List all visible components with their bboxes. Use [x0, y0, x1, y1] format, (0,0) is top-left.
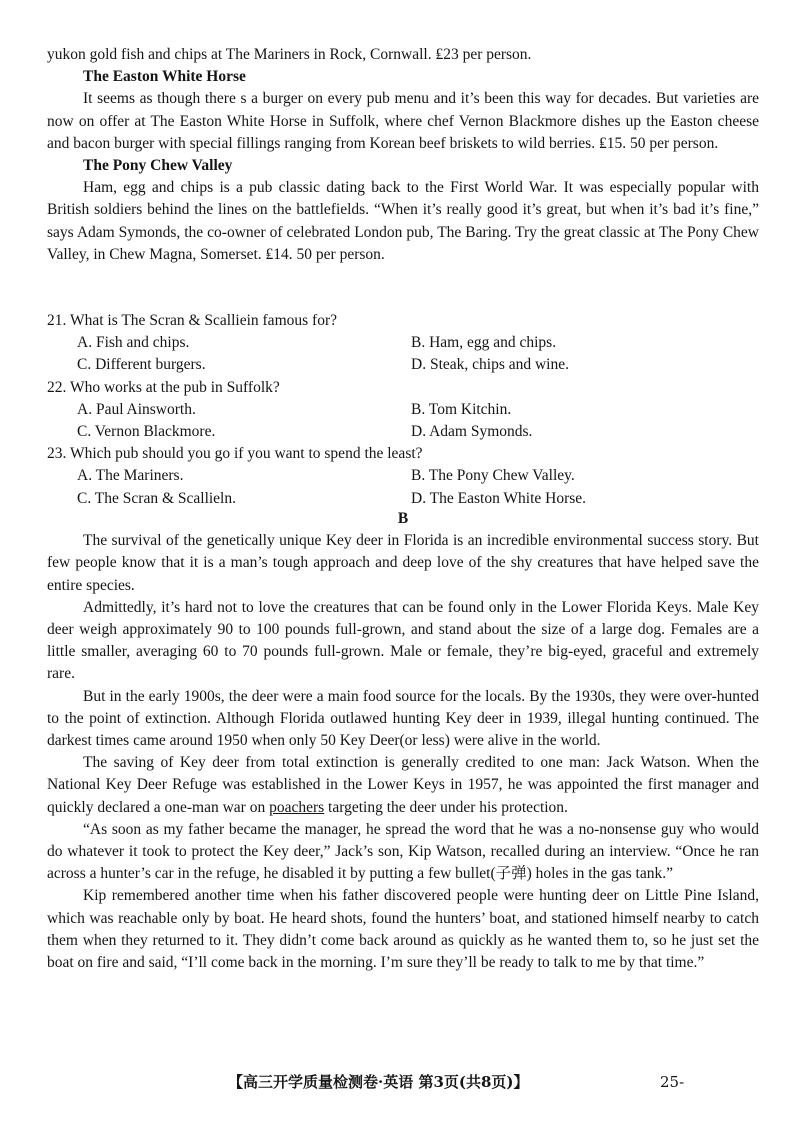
section-b: [47, 508, 759, 974]
paragraph-text: targeting the deer under his protection.: [324, 798, 568, 816]
section-b-paragraph-3: But in the early 1900s, the deer were a main food source for the locals. By the 1930s, they were over-hunted to the point of extinction. Although Florida outlawed hunting Key deer in 1939, illegal hunting continued. The darkest times came around 1950 when only 50 Key Deer(or less) were alive in the world.: [47, 687, 759, 750]
option-a[interactable]: A. The Mariners.: [77, 467, 184, 485]
option-d[interactable]: D. Adam Symonds.: [411, 423, 533, 441]
section-b-paragraph-4: [47, 752, 759, 819]
question-list: [47, 310, 759, 510]
section-b-paragraph-6: Kip remembered another time when his father discovered people were hunting deer on Little Pine Island, which was reachable only by boat. He heard shots, found the hunters’ boat, and stationed himself nearby to catch them when they returned to it. They didn’t come back around as quickly as he wanted them to, so he just set the boat on fire and said, “I’ll come back in the morning. I’m sure they’ll be ready to talk to me by that time.”: [47, 887, 759, 972]
footer-code: 25-: [660, 1073, 685, 1091]
option-d[interactable]: D. Steak, chips and wine.: [411, 356, 569, 374]
option-c[interactable]: C. Vernon Blackmore.: [77, 423, 216, 441]
mariners-paragraph-end: yukon gold fish and chips at The Mariners in Rock, Cornwall. ₤23 per person.: [47, 46, 532, 63]
answer-options: [77, 399, 759, 443]
section-b-paragraph-2: Admittedly, it’s hard not to love the creatures that can be found only in the Lower Florida Keys. Male Key deer weigh approximately 90 to 100 pounds full-grown, and stand about the size of a large dog. Females are a little smaller, averaging 60 to 70 pounds full-grown. Male or female, they’re big-eyed, graceful and extremely rare.: [47, 598, 759, 683]
question-22: [47, 377, 759, 444]
option-c[interactable]: C. The Scran & Scallieln.: [77, 489, 236, 507]
page-footer: [0, 1071, 793, 1097]
section-b-label: B: [397, 510, 409, 527]
option-c[interactable]: C. Different burgers.: [77, 356, 206, 374]
underlined-word-poachers: poachers: [269, 798, 325, 816]
pony-paragraph: Ham, egg and chips is a pub classic dating back to the First World War. It was especially popular with British soldiers behind the lines on the battlefields. “When it’s really good it’s great, but when it’s bad it’s fine,” says Adam Symonds, the co-owner of celebrated London pub, The Baring. Try the great classic at The Pony Chew Valley, in Chew Magna, Somerset. ₤14. 50 per person.: [47, 179, 759, 263]
option-d[interactable]: D. The Easton White Horse.: [411, 489, 587, 507]
pony-heading: The Pony Chew Valley: [83, 157, 233, 175]
section-b-paragraph-5: “As soon as my father became the manager, he spread the word that he was a no-nonsense guy who would do whatever it took to protect the Key deer,” Jack’s son, Kip Watson, recalled during an interview. “Once he ran across a hunter’s car in the refuge, he disabled it by putting a few bullet(子弹) holes in the gas tank.”: [47, 820, 759, 883]
question-stem: 22. Who works at the pub in Suffolk?: [47, 378, 280, 396]
footer-title: 【高三开学质量检测卷·英语 第3页(共8页)】: [228, 1073, 529, 1091]
easton-heading: The Easton White Horse: [83, 68, 246, 86]
section-b-paragraph-1: The survival of the genetically unique Key deer in Florida is an incredible environmental success story. But few people know that it is a man’s tough approach and deep love of the shy creatures that have helped save the entire species.: [47, 532, 759, 594]
easton-paragraph: It seems as though there s a burger on every pub menu and it’s been this way for decades. But varieties are now on offer at The Easton White Horse in Suffolk, where chef Vernon Blackmore dishes up the Easton cheese and bacon burger with special fillings ranging from Korean beef briskets to wild berries. ₤15. 50 per person.: [47, 90, 759, 152]
passage-a-continuation: [47, 44, 759, 266]
question-23: [47, 443, 759, 510]
question-21: [47, 310, 759, 377]
option-b[interactable]: B. The Pony Chew Valley.: [411, 467, 575, 485]
option-a[interactable]: A. Paul Ainsworth.: [77, 400, 196, 418]
answer-options: [77, 332, 759, 376]
option-a[interactable]: A. Fish and chips.: [77, 334, 190, 352]
option-b[interactable]: B. Ham, egg and chips.: [411, 334, 557, 352]
option-b[interactable]: B. Tom Kitchin.: [411, 400, 512, 418]
question-stem: 21. What is The Scran & Scalliein famous for?: [47, 312, 337, 329]
question-stem: 23. Which pub should you go if you want to spend the least?: [47, 445, 423, 463]
paragraph-text: The saving of Key deer from total extinction is generally credited to one man: Jack Watson. When the National Key Deer Refuge was established in the Lower Keys in 1957, he was appointed the first manager and quickly declared a one-man war on: [47, 754, 759, 816]
answer-options: [77, 465, 759, 509]
